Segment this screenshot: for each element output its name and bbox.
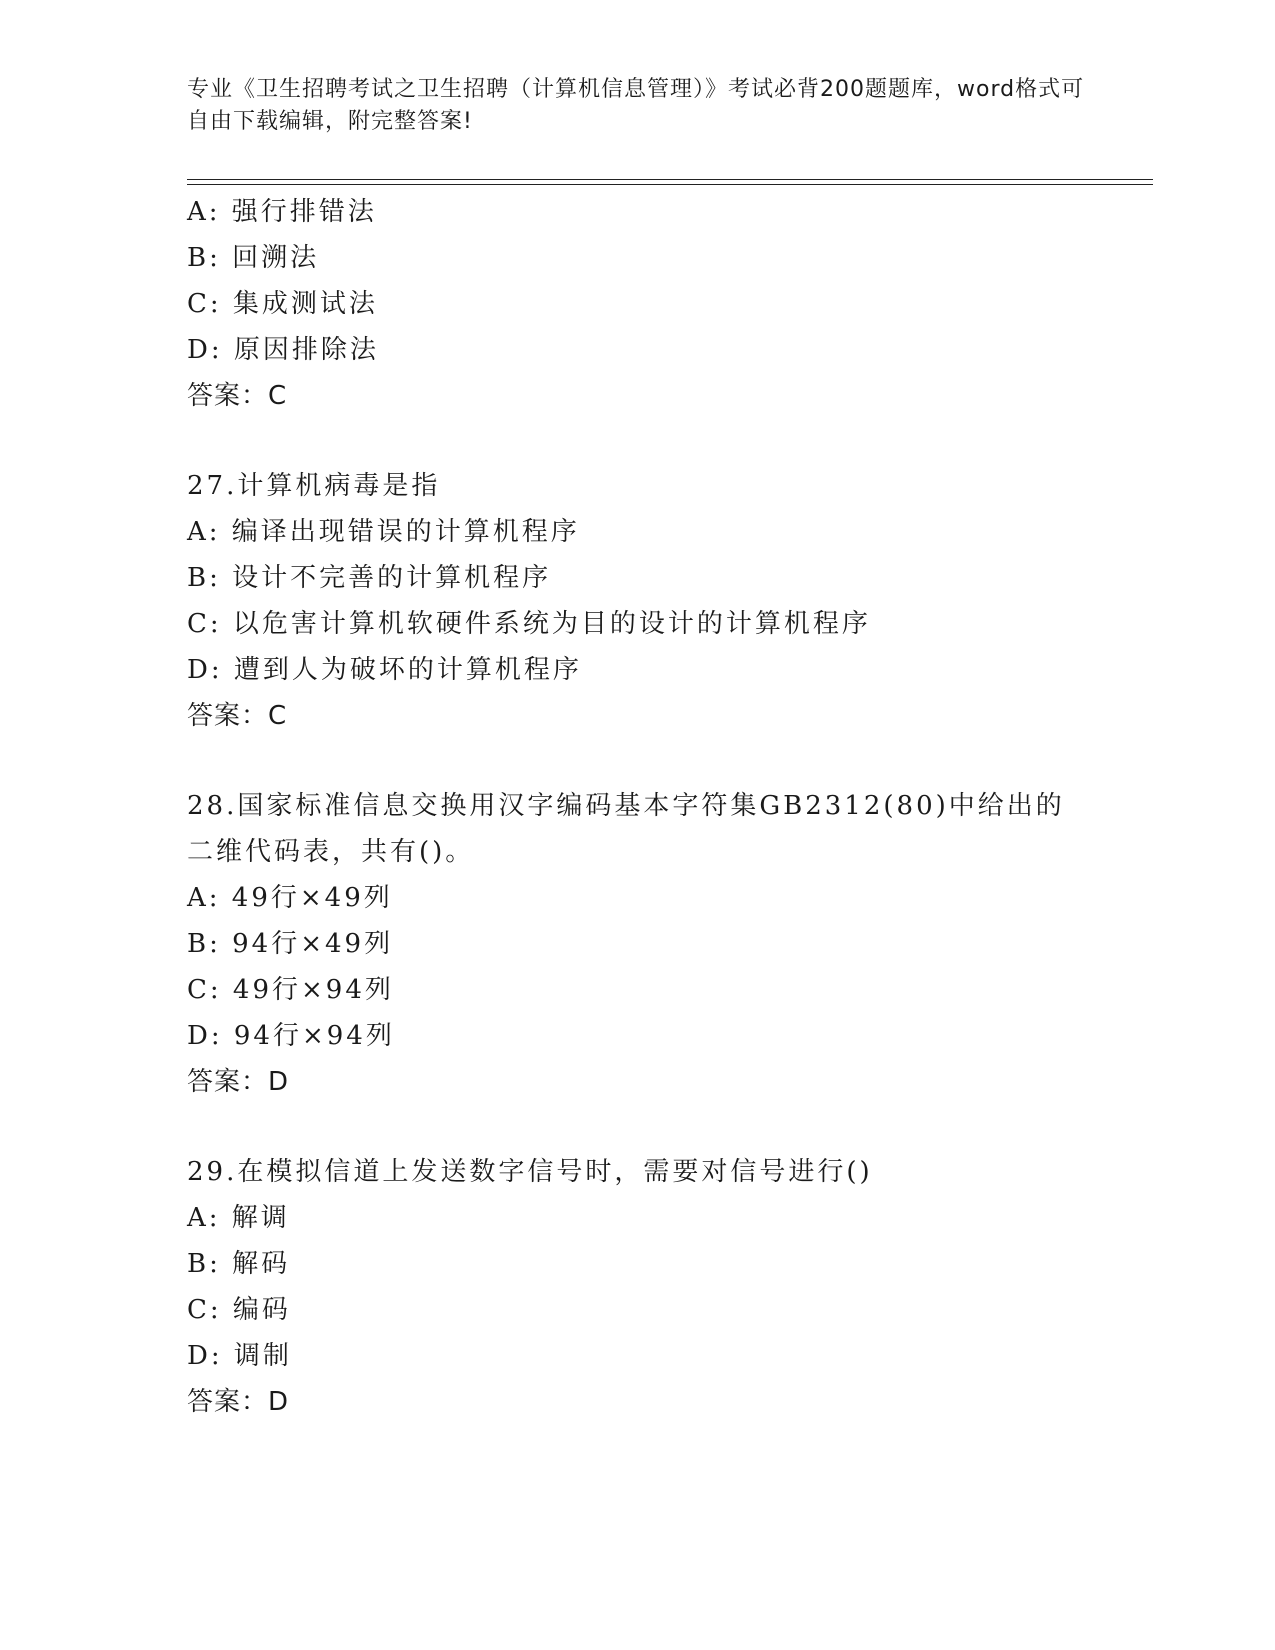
answer: 答案：D [187,1387,290,1417]
question-fragment [187,189,1147,419]
option-a: A: 编译出现错误的计算机程序 [187,517,580,547]
option-a: A: 解调 [187,1203,290,1233]
option-c: C: 49行×94列 [187,975,394,1005]
option-b: B: 解码 [187,1249,291,1279]
question-list [187,189,1147,1425]
question-27 [187,463,1147,739]
option-c: C: 编码 [187,1295,291,1325]
option-a: A: 49行×49列 [187,883,393,913]
document-header: 专业《卫生招聘考试之卫生招聘（计算机信息管理）》考试必背200题题库，word格式可自由下载编辑，附完整答案! [187,77,1085,134]
option-a: A: 强行排错法 [187,197,377,227]
option-d: D: 94行×94列 [187,1021,395,1051]
option-c: C: 以危害计算机软硬件系统为目的设计的计算机程序 [187,609,871,639]
answer: 答案：C [187,381,288,411]
option-c: C: 集成测试法 [187,289,378,319]
question-title: 28.国家标准信息交换用汉字编码基本字符集GB2312(80)中给出的二维代码表，共有()。 [187,791,1065,867]
option-b: B: 设计不完善的计算机程序 [187,563,552,593]
option-d: D: 原因排除法 [187,335,379,365]
header-divider-top [187,179,1153,180]
header-divider-bottom [187,184,1153,185]
question-title: 29.在模拟信道上发送数字信号时，需要对信号进行() [187,1157,873,1187]
option-d: D: 调制 [187,1341,292,1371]
answer: 答案：C [187,701,288,731]
option-b: B: 94行×49列 [187,929,394,959]
option-d: D: 遭到人为破坏的计算机程序 [187,655,582,685]
answer: 答案：D [187,1067,290,1097]
question-28 [187,783,1147,1105]
question-29 [187,1149,1147,1425]
option-b: B: 回溯法 [187,243,320,273]
question-title: 27.计算机病毒是指 [187,471,441,501]
